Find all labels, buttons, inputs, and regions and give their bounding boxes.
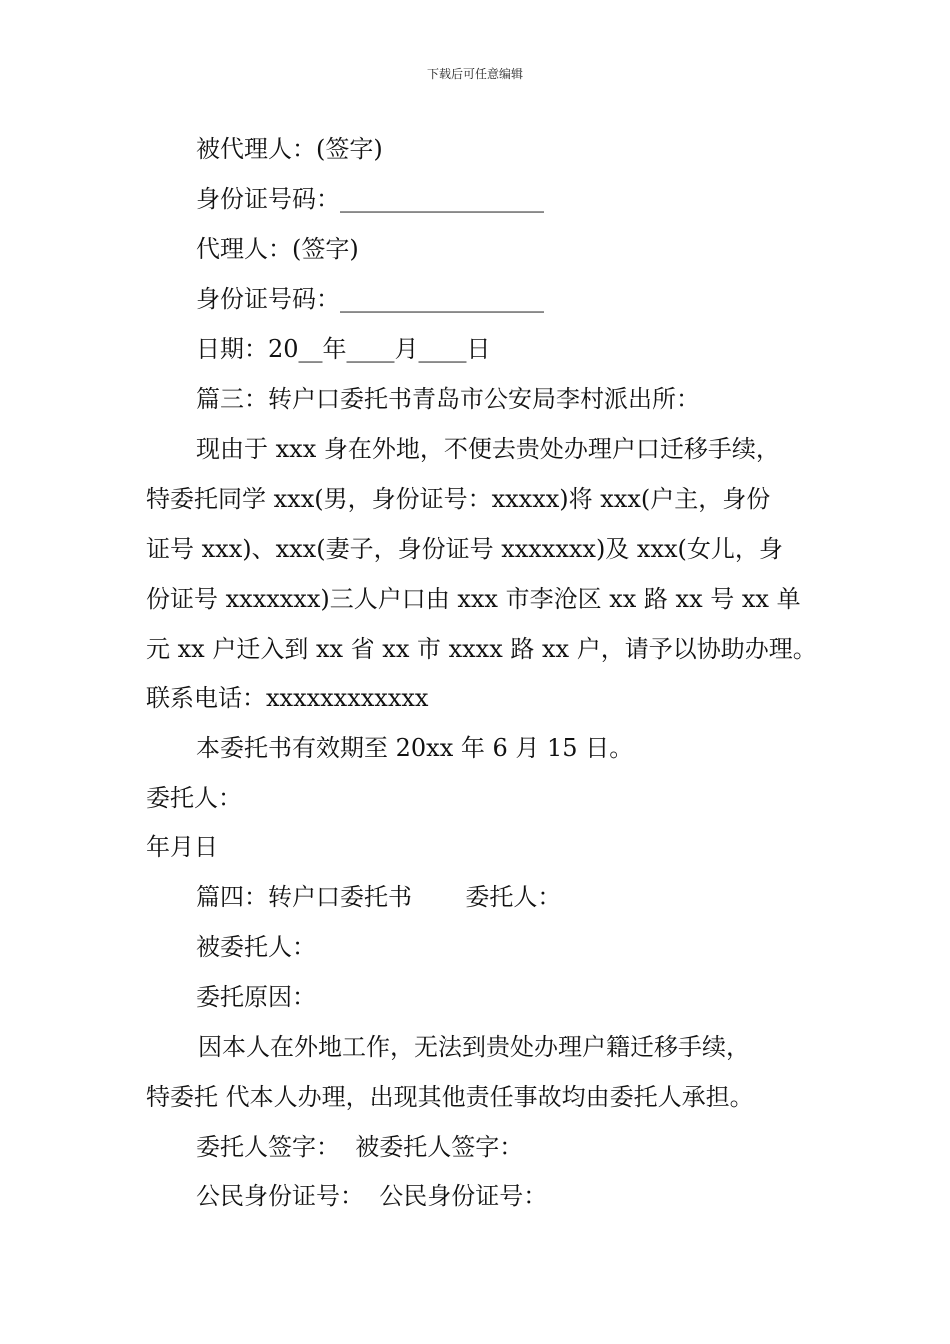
paragraph-line: 份证号 xxxxxxx)三人户口由 xxx 市李沧区 xx 路 xx 号 xx 单 <box>146 585 801 613</box>
section-three-heading: 篇三：转户口委托书青岛市公安局李村派出所： <box>196 385 700 413</box>
principal-label: 委托人： <box>146 784 242 812</box>
page-header: 下载后可任意编辑 <box>426 67 523 81</box>
paragraph-line: 因本人在外地工作，无法到贵处办理户籍迁移手续， <box>198 1033 750 1061</box>
principal-signature-line: 被代理人：(签字) <box>196 135 383 163</box>
date-line: 日期：20__年____月____日 <box>196 335 491 363</box>
date-label: 年月日 <box>146 833 218 861</box>
paragraph-line: 现由于 xxx 身在外地，不便去贵处办理户口迁移手续， <box>196 435 780 463</box>
id-labels-line: 公民身份证号： 公民身份证号： <box>196 1182 548 1210</box>
signature-labels-line: 委托人签字： 被委托人签字： <box>196 1133 524 1161</box>
validity-line: 本委托书有效期至 20xx 年 6 月 15 日。 <box>196 734 634 762</box>
section-four-heading: 篇四：转户口委托书 委托人： <box>196 883 562 911</box>
principal-id-line: 身份证号码：_________________ <box>196 185 544 213</box>
paragraph-line: 元 xx 户迁入到 xx 省 xx 市 xxxx 路 xx 户，请予以协助办理。 <box>146 635 817 663</box>
agent-signature-line: 代理人：(签字) <box>196 235 359 263</box>
trustee-label: 被委托人： <box>196 933 316 961</box>
paragraph-line: 证号 xxx)、xxx(妻子，身份证号 xxxxxxx)及 xxx(女儿，身 <box>146 535 783 563</box>
contact-phone-line: 联系电话：xxxxxxxxxxxx <box>146 684 429 712</box>
agent-id-line: 身份证号码：_________________ <box>196 285 544 313</box>
paragraph-line: 特委托同学 xxx(男，身份证号：xxxxx)将 xxx(户主，身份 <box>146 485 771 513</box>
paragraph-line: 特委托 代本人办理，出现其他责任事故均由委托人承担。 <box>146 1083 754 1111</box>
reason-label: 委托原因： <box>196 983 316 1011</box>
